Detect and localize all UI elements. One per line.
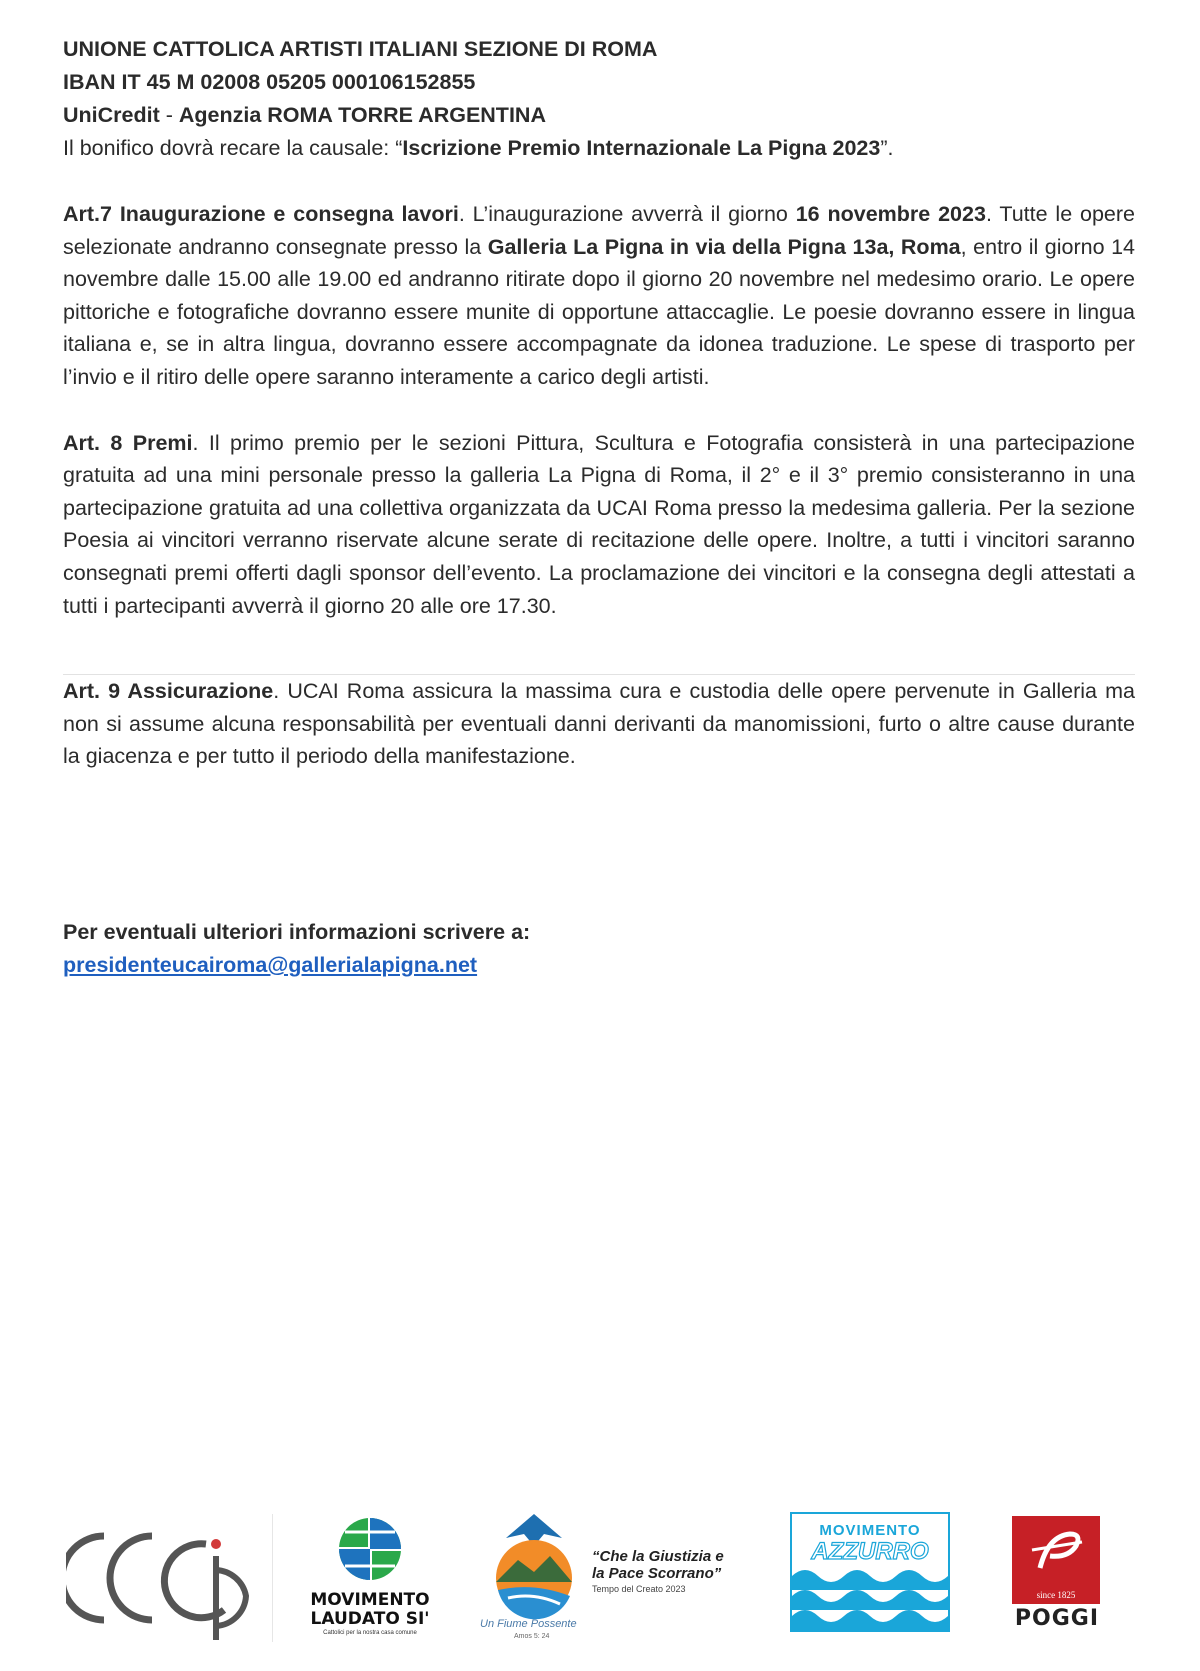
creato-subtitle: Tempo del Creato 2023 xyxy=(592,1584,686,1594)
creato-reference: Amos 5: 24 xyxy=(514,1633,550,1640)
ucai-logo xyxy=(66,1522,266,1642)
sponsor-logos xyxy=(0,1502,1200,1642)
article-7-text-1: . L’inaugurazione avverrà il giorno xyxy=(458,202,796,226)
bank-name: UniCredit xyxy=(63,103,160,127)
poggi-since: since 1825 xyxy=(1036,1590,1076,1600)
contact-email-link[interactable]: presidenteucairoma@gallerialapigna.net xyxy=(63,952,478,977)
iban: IBAN IT 45 M 02008 05205 000106152855 xyxy=(63,70,476,94)
azzurro-title-2: AZZURRO xyxy=(811,1538,929,1565)
payment-reason-prefix: Il bonifico dovrà recare la causale: “ xyxy=(63,136,403,160)
payment-reason-text: Iscrizione Premio Internazionale La Pigna 2023 xyxy=(402,136,881,160)
article-8 xyxy=(63,427,1135,623)
article-7-title: Art.7 Inaugurazione e consegna lavori xyxy=(63,202,459,226)
bank-branch: Agenzia ROMA TORRE ARGENTINA xyxy=(178,103,546,127)
article-7-date: 16 novembre 2023 xyxy=(795,202,986,226)
tempo-del-creato-logo xyxy=(480,1512,744,1642)
poggi-p-icon xyxy=(1012,1516,1100,1586)
article-7 xyxy=(63,198,1135,394)
azzurro-title-1: MOVIMENTO xyxy=(819,1522,921,1539)
org-name: UNIONE CATTOLICA ARTISTI ITALIANI SEZIONE DI ROMA xyxy=(63,37,658,61)
movimento-azzurro-logo xyxy=(790,1512,950,1632)
bank-line xyxy=(63,99,1135,132)
contact-label: Per eventuali ulteriori informazioni scrivere a: xyxy=(63,919,531,944)
article-7-place: Galleria La Pigna in via della Pigna 13a, Roma xyxy=(487,234,961,259)
poggi-name: POGGI xyxy=(1014,1606,1100,1631)
document-page xyxy=(63,33,1135,981)
laudato-si-tagline: Cattolici per la nostra casa comune xyxy=(323,1630,417,1636)
article-9-text: . UCAI Roma assicura la massima cura e custodia delle opere pervenute in Galleria ma non si assume alcuna responsabilità per eventuali danni derivanti da manomissioni, furto o altre cause durante la giacenza e per tutto il periodo della manifestazione. xyxy=(63,679,1135,769)
creato-quote-1: “Che la Giustizia e xyxy=(592,1548,724,1565)
laudato-si-title-2: LAUDATO SI' xyxy=(310,1609,430,1629)
article-8-text: . Il primo premio per le sezioni Pittura, Scultura e Fotografia consisterà in una partecipazione gratuita ad una mini personale presso la galleria La Pigna di Roma, il 2° e il 3° premio consisteranno in una partecipazione gratuita ad una collettiva organizzata da UCAI Roma presso la medesima galleria. Per la sezione Poesia ai vincitori verranno riservate alcune serate di recitazione delle opere. Inoltre, a tutti i vincitori saranno consegnati premi offerti dagli sponsor dell’evento. La proclamazione dei vincitori e la consegna degli attestati a tutti i partecipanti avverrà il giorno 20 alle ore 17.30. xyxy=(63,430,1136,618)
dove-river-icon xyxy=(484,1512,584,1620)
article-7-text-3: , entro il giorno 14 novembre dalle 15.00 alle 19.00 ed andranno ritirate dopo il giorno 20 novembre nel medesimo orario. Le opere pittoriche e fotografiche dovranno essere munite di opportune attaccaglie. Le poesie dovranno essere in lingua italiana e, se in altra lingua, dovranno essere accompagnate da idonea traduzione. Le spese di trasporto per l’invio e il ritiro delle opere saranno interamente a carico degli artisti. xyxy=(63,234,1136,389)
article-8-title: Art. 8 Premi xyxy=(63,430,193,455)
poggi-mark xyxy=(1012,1516,1100,1604)
waves-icon xyxy=(792,1562,948,1632)
article-9-title: Art. 9 Assicurazione xyxy=(63,679,274,704)
article-7-text-2: . Tutte le opere selezionate andranno consegnate presso la xyxy=(63,202,1136,259)
globe-icon xyxy=(337,1516,403,1582)
bank-separator: - xyxy=(159,103,179,127)
payment-reason-suffix: ”. xyxy=(880,136,894,160)
creato-caption: Un Fiume Possente xyxy=(480,1618,577,1630)
payment-reason xyxy=(63,132,1135,165)
poggi-logo xyxy=(1012,1516,1102,1636)
article-9 xyxy=(63,675,1135,773)
laudato-si-title-1: MOVIMENTO xyxy=(310,1590,430,1610)
logo-divider xyxy=(272,1514,273,1642)
creato-quote-2: la Pace Scorrano” xyxy=(592,1565,722,1582)
laudato-si-logo xyxy=(305,1516,435,1642)
